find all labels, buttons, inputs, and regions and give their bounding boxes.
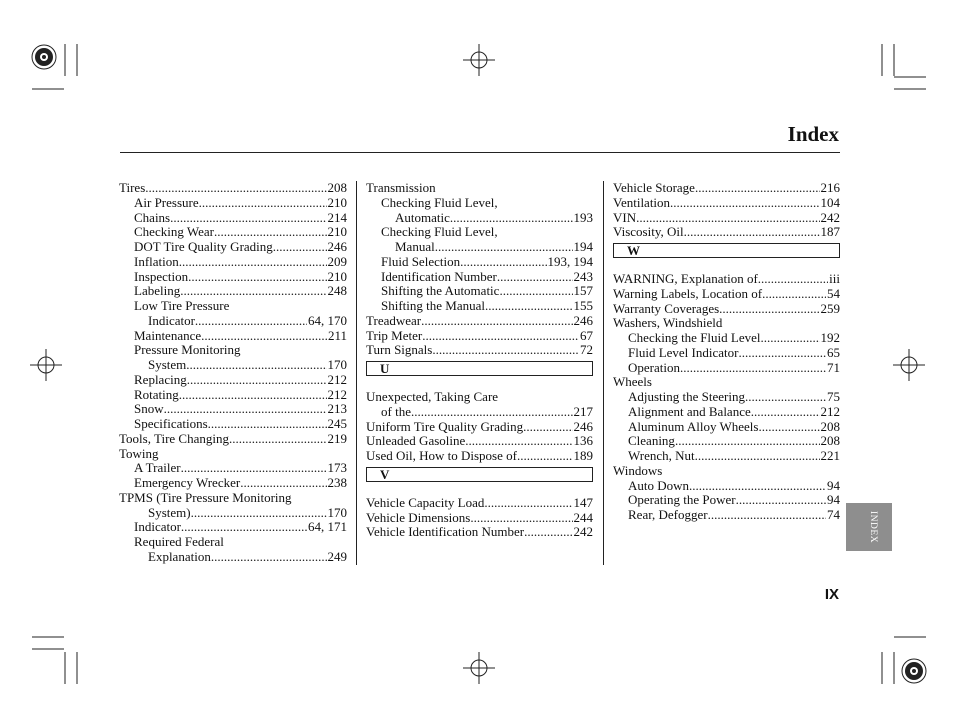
index-entry — [366, 240, 593, 255]
leader-dots — [719, 302, 819, 317]
index-entry-label: Warranty Coverages — [613, 300, 720, 316]
index-entry — [119, 388, 347, 403]
index-entry — [613, 225, 840, 240]
title-rule — [120, 152, 840, 153]
index-column-3 — [613, 181, 840, 523]
leader-dots — [450, 211, 573, 226]
index-entry-label: Operating the Power — [628, 492, 736, 508]
index-entry — [366, 299, 593, 314]
index-entry — [119, 506, 347, 521]
leader-dots — [460, 255, 546, 270]
leader-dots — [240, 476, 326, 491]
index-entry-page: 189 — [573, 448, 593, 463]
index-entry-label: System — [148, 357, 187, 372]
index-entry-label: Inflation — [134, 253, 179, 269]
leader-dots — [695, 449, 820, 464]
index-entry — [613, 196, 840, 211]
column-divider — [356, 181, 357, 565]
section-letter-header: W — [613, 243, 840, 258]
index-entry — [366, 225, 593, 240]
leader-dots — [523, 420, 572, 435]
index-entry — [119, 417, 347, 432]
index-entry — [613, 346, 840, 361]
index-entry — [366, 434, 593, 449]
index-entry-label: Viscosity, Oil — [613, 224, 684, 240]
index-entry-label: DOT Tire Quality Grading — [134, 239, 273, 254]
index-entry-page: 211 — [327, 327, 347, 343]
index-entry-label: Ventilation — [613, 194, 671, 210]
index-entry — [613, 434, 840, 449]
index-entry — [613, 211, 840, 226]
index-entry-page: 246 — [327, 239, 347, 254]
leader-dots — [762, 287, 826, 302]
leader-dots — [675, 434, 820, 449]
index-entry-page: 245 — [327, 416, 347, 431]
index-entry-page: 208 — [820, 418, 840, 434]
index-column-1 — [119, 181, 347, 565]
leader-dots — [758, 272, 828, 287]
index-entry-page: 242 — [573, 524, 593, 540]
index-entry — [613, 390, 840, 405]
index-entry — [119, 402, 347, 417]
index-entry-label: Low Tire Pressure — [134, 298, 230, 313]
index-entry-label: Turn Signals — [366, 342, 433, 358]
index-entry — [119, 491, 347, 506]
index-entry-label: Treadwear — [366, 312, 422, 328]
index-entry-label: Auto Down — [628, 477, 690, 493]
column-divider — [603, 181, 604, 565]
index-entry — [366, 405, 593, 420]
leader-dots — [465, 434, 572, 449]
index-entry — [119, 461, 347, 476]
index-entry-page: 219 — [327, 430, 347, 446]
index-entry-page: 259 — [820, 300, 840, 316]
index-entry-label: Explanation — [148, 548, 211, 564]
index-entry — [366, 511, 593, 526]
leader-dots — [273, 240, 327, 255]
index-entry-label: Used Oil, How to Dispose of — [366, 448, 517, 463]
index-entry-page: 147 — [573, 494, 593, 510]
index-entry-label: System) — [148, 504, 191, 520]
index-entry — [366, 390, 593, 405]
index-entry — [366, 343, 593, 358]
index-entry-label: Specifications — [134, 416, 208, 431]
index-entry-page: 170 — [327, 357, 347, 372]
leader-dots — [180, 284, 326, 299]
leader-dots — [432, 343, 579, 358]
index-entry-page: 64, 171 — [308, 519, 347, 535]
leader-dots — [738, 346, 826, 361]
index-entry-label: Wrench, Nut — [628, 448, 695, 463]
index-entry-page: 74 — [827, 507, 840, 522]
index-entry-label: Towing — [119, 445, 159, 461]
index-entry — [366, 420, 593, 435]
index-entry-label: Trip Meter — [366, 327, 423, 343]
leader-dots — [435, 240, 573, 255]
index-entry-label: Vehicle Dimensions — [366, 509, 471, 525]
index-entry — [119, 225, 347, 240]
index-entry-label: Tools, Tire Changing — [119, 430, 229, 446]
index-entry-label: Replacing — [134, 371, 187, 387]
index-entry — [366, 314, 593, 329]
leader-dots — [411, 405, 573, 420]
index-entry — [366, 255, 593, 270]
index-entry-page: 136 — [573, 433, 593, 449]
index-entry — [119, 550, 347, 565]
leader-dots — [208, 417, 327, 432]
index-entry-page: 104 — [820, 194, 840, 210]
index-entry-label: Maintenance — [134, 327, 202, 343]
index-entry-label: A Trailer — [134, 460, 181, 476]
leader-dots — [422, 329, 579, 344]
leader-dots — [199, 196, 327, 211]
index-entry-page: 192 — [820, 330, 840, 345]
index-entry-label: Shifting the Manual — [381, 298, 485, 313]
leader-dots — [170, 211, 326, 226]
leader-dots — [689, 479, 826, 494]
index-entry-label: Labeling — [134, 283, 181, 299]
index-entry — [119, 535, 347, 550]
index-entry-label: Adjusting the Steering — [628, 389, 745, 404]
index-entry — [613, 493, 840, 508]
leader-dots — [684, 225, 820, 240]
index-entry-page: 170 — [327, 504, 347, 520]
section-letter-header: U — [366, 361, 593, 376]
index-entry-label: Washers, Windshield — [613, 315, 723, 331]
index-entry-page: 71 — [827, 359, 840, 375]
leader-dots — [695, 181, 820, 196]
index-entry-label: Aluminum Alloy Wheels — [628, 418, 759, 434]
index-entry-page: 155 — [573, 298, 593, 313]
index-entry — [119, 358, 347, 373]
index-entry — [613, 361, 840, 376]
leader-dots — [179, 255, 327, 270]
index-entry-label: Checking Fluid Level, — [381, 224, 498, 240]
index-entry-page: 173 — [327, 460, 347, 476]
leader-dots — [736, 493, 826, 508]
index-entry-page: 246 — [573, 418, 593, 434]
index-entry — [613, 272, 840, 287]
index-entry — [119, 240, 347, 255]
index-entry-page: 221 — [820, 448, 840, 463]
index-entry-label: Fluid Selection — [381, 253, 461, 269]
index-entry-label: Required Federal — [134, 534, 224, 549]
index-entry-page: 244 — [573, 509, 593, 525]
index-entry — [119, 284, 347, 299]
index-entry — [366, 181, 593, 196]
index-entry-page: 238 — [327, 475, 347, 490]
leader-dots — [470, 511, 572, 526]
index-entry — [613, 420, 840, 435]
leader-dots — [670, 196, 819, 211]
leader-dots — [517, 449, 573, 464]
index-entry — [119, 343, 347, 358]
index-entry-page: 72 — [580, 342, 593, 358]
index-entry-page: 187 — [820, 224, 840, 240]
index-entry — [366, 329, 593, 344]
index-entry — [366, 449, 593, 464]
index-entry-page: 75 — [827, 389, 840, 404]
index-entry-page: 193, 194 — [547, 253, 593, 269]
index-entry-page: 213 — [327, 401, 347, 417]
index-entry-label: Wheels — [613, 374, 652, 390]
index-entry-page: iii — [829, 271, 840, 286]
index-entry-label: Rotating — [134, 386, 179, 402]
leader-dots — [761, 331, 820, 346]
index-entry-label: WARNING, Explanation of — [613, 271, 758, 286]
leader-dots — [211, 550, 327, 565]
leader-dots — [421, 314, 572, 329]
side-tab-label: INDEX — [868, 510, 878, 544]
index-entry-page: 208 — [820, 433, 840, 449]
index-entry-label: Checking Fluid Level, — [381, 194, 498, 210]
index-entry-page: 65 — [827, 344, 840, 360]
index-entry-label: TPMS (Tire Pressure Monitoring — [119, 489, 292, 505]
index-entry-label: Pressure Monitoring — [134, 342, 241, 358]
index-entry — [366, 196, 593, 211]
index-entry-page: 249 — [327, 548, 347, 564]
index-entry — [119, 314, 347, 329]
index-entry-page: 242 — [820, 209, 840, 225]
leader-dots — [186, 358, 326, 373]
leader-dots — [181, 520, 307, 535]
leader-dots — [164, 402, 327, 417]
index-entry — [613, 302, 840, 317]
index-entry — [613, 375, 840, 390]
leader-dots — [214, 225, 327, 240]
index-entry — [613, 464, 840, 479]
index-entry-label: Fluid Level Indicator — [628, 344, 739, 360]
index-entry-page: 208 — [327, 180, 347, 195]
leader-dots — [499, 284, 572, 299]
index-entry-label: Identification Number — [381, 268, 497, 284]
index-entry — [613, 479, 840, 494]
index-entry — [613, 405, 840, 420]
index-entry-page: 214 — [327, 209, 347, 225]
leader-dots — [195, 314, 307, 329]
index-entry-label: Emergency Wrecker — [134, 475, 241, 490]
index-entry-page: 243 — [573, 268, 593, 284]
leader-dots — [484, 496, 572, 511]
index-entry-label: Snow — [134, 401, 164, 417]
index-entry-label: Windows — [613, 462, 663, 478]
leader-dots — [636, 211, 819, 226]
index-entry-page: 157 — [573, 283, 593, 299]
leader-dots — [191, 506, 327, 521]
index-entry — [613, 287, 840, 302]
index-entry-label: Indicator — [148, 312, 195, 328]
index-entry-page: 210 — [327, 224, 347, 240]
index-entry-label: Unleaded Gasoline — [366, 433, 466, 449]
index-entry-label: of the — [381, 403, 411, 419]
index-entry-label: Shifting the Automatic — [381, 283, 500, 299]
leader-dots — [485, 299, 573, 314]
index-entry-page: 217 — [573, 403, 593, 419]
index-entry — [613, 331, 840, 346]
index-entry-label: Checking Wear — [134, 224, 214, 240]
leader-dots — [680, 361, 826, 376]
leader-dots — [758, 420, 819, 435]
index-entry — [366, 496, 593, 511]
index-entry-page: 64, 170 — [308, 312, 347, 328]
index-entry — [119, 196, 347, 211]
index-entry-label: Warning Labels, Location of — [613, 285, 763, 301]
leader-dots — [745, 390, 826, 405]
index-entry-label: Vehicle Storage — [613, 180, 695, 195]
leader-dots — [524, 525, 572, 540]
index-entry-page: 210 — [327, 268, 347, 284]
leader-dots — [187, 373, 327, 388]
index-entry — [119, 270, 347, 285]
index-entry-label: Indicator — [134, 519, 181, 535]
side-tab[interactable] — [846, 503, 892, 551]
section-letter-header: V — [366, 467, 593, 482]
index-entry-label: Uniform Tire Quality Grading — [366, 418, 524, 434]
index-entry — [119, 329, 347, 344]
page-title: Index — [787, 122, 839, 146]
index-entry-label: Automatic — [395, 209, 450, 225]
index-entry-page: 216 — [820, 180, 840, 195]
index-column-2 — [366, 181, 593, 540]
index-entry — [119, 520, 347, 535]
index-entry-page: 94 — [827, 477, 840, 493]
index-entry — [119, 211, 347, 226]
index-entry-page: 194 — [573, 239, 593, 254]
index-entry-label: Operation — [628, 359, 680, 375]
index-entry-page: 246 — [573, 312, 593, 328]
index-entry-page: 193 — [573, 209, 593, 225]
index-entry-label: Unexpected, Taking Care — [366, 389, 499, 404]
index-entry-label: Cleaning — [628, 433, 675, 449]
leader-dots — [751, 405, 820, 420]
index-entry — [119, 255, 347, 270]
index-entry-label: Vehicle Capacity Load — [366, 494, 485, 510]
index-entry-page: 94 — [827, 492, 840, 508]
leader-dots — [179, 388, 327, 403]
index-entry — [119, 476, 347, 491]
index-entry — [119, 373, 347, 388]
leader-dots — [497, 270, 573, 285]
index-entry — [119, 181, 347, 196]
index-entry — [366, 525, 593, 540]
leader-dots — [708, 508, 826, 523]
index-entry-label: Manual — [395, 239, 435, 254]
index-entry-page: 210 — [327, 194, 347, 210]
index-entry-label: Tires — [119, 180, 146, 195]
index-entry-label: Vehicle Identification Number — [366, 524, 525, 540]
index-entry-label: Checking the Fluid Level — [628, 330, 761, 345]
leader-dots — [188, 270, 326, 285]
page-number: IX — [824, 586, 839, 603]
index-entry-page: 67 — [580, 327, 593, 343]
index-entry-page: 248 — [327, 283, 347, 299]
index-entry-label: Air Pressure — [134, 194, 199, 210]
index-entry — [613, 181, 840, 196]
index-entry — [613, 508, 840, 523]
index-entry-page: 212 — [820, 403, 840, 419]
index-entry — [366, 284, 593, 299]
index-entry — [119, 447, 347, 462]
leader-dots — [145, 181, 326, 196]
index-entry-page: 209 — [327, 253, 347, 269]
index-entry-label: Inspection — [134, 268, 189, 284]
index-entry-page: 54 — [827, 285, 840, 301]
index-entry — [613, 449, 840, 464]
leader-dots — [229, 432, 327, 447]
leader-dots — [201, 329, 327, 344]
index-entry — [366, 270, 593, 285]
index-entry-label: Alignment and Balance — [628, 403, 751, 419]
index-entry-label: Transmission — [366, 180, 436, 195]
index-entry — [613, 316, 840, 331]
index-entry-label: VIN — [613, 209, 637, 225]
index-entry-page: 212 — [327, 371, 347, 387]
index-entry — [119, 299, 347, 314]
index-entry — [119, 432, 347, 447]
index-entry — [366, 211, 593, 226]
index-entry-label: Chains — [134, 209, 171, 225]
index-entry-label: Rear, Defogger — [628, 507, 708, 522]
leader-dots — [181, 461, 327, 476]
index-entry-page: 212 — [327, 386, 347, 402]
